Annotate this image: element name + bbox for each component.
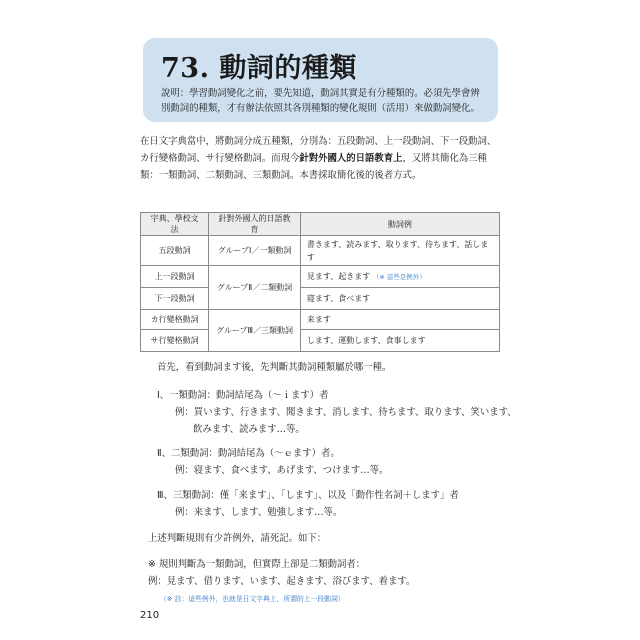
table-row — [141, 266, 500, 288]
intro-text-2: ，又將其簡化為三種類：一類動詞、二類動詞、三類動詞。本書採取簡化後的後者方式。 — [140, 153, 487, 181]
group-2-title: Ⅱ、二類動詞：動詞結尾為（～ｅます）者。 — [157, 448, 340, 459]
table-header: 動詞例 — [300, 213, 499, 236]
explanation-note: 說明：學習動詞變化之前，要先知道，動詞其實是有分種類的。必須先學會辨別動詞的種類，才有辦法依照其各別種類的變化規則（活用）來做動詞變化。 — [161, 88, 480, 114]
table-row — [141, 310, 500, 330]
exception-rule: ※ 規則判斷為一類動詞，但實際上卻是二類動詞者： — [148, 559, 366, 570]
table-cell: グループⅠ／一類動詞 — [209, 236, 301, 266]
table-cell: 下一段動詞 — [141, 288, 209, 310]
table-row — [141, 236, 500, 266]
table-cell: サ行變格動詞 — [141, 330, 209, 352]
group-3-example: 例：来ます、します、勉強します…等。 — [175, 507, 343, 518]
table-cell: 五段動詞 — [141, 236, 209, 266]
footnote: （※ 註：這些例外，也就是日文字典上，所謂的上一段動詞） — [160, 595, 345, 603]
table-header: 字典、學校文法 — [141, 213, 209, 236]
intro-paragraph — [140, 133, 502, 184]
verb-examples: 見ます、起きます — [306, 272, 371, 281]
table-row — [141, 288, 500, 310]
table-cell: します、運動します、食事します — [300, 330, 499, 352]
table-cell: カ行變格動詞 — [141, 310, 209, 330]
exception-intro: 上述判斷規則有少許例外，請死記。如下： — [148, 533, 327, 544]
exception-tag: （※ 這些是例外） — [372, 273, 426, 281]
table-cell: 上一段動詞 — [141, 266, 209, 288]
group-1-example: 例：買います、行きます、聞きます、消します、待ちます、取ります、笑います、 — [175, 407, 517, 418]
table-row — [141, 330, 500, 352]
verb-type-table — [140, 212, 500, 352]
table-cell: グループⅢ／三類動詞 — [209, 310, 301, 352]
table-cell: 来ます — [300, 310, 499, 330]
intro-bold: 針對外國人的日語教育上 — [299, 153, 403, 164]
intro-text-1: 在日文字典當中，將動詞分成五種類，分別為：五段動詞、上一段動詞、下一段動詞、カ行變格動詞、サ行變格動詞。而現今 — [140, 136, 497, 164]
paragraph: 首先，看到動詞ます後，先判斷其動詞種類屬於哪一種。 — [157, 362, 392, 373]
group-3-title: Ⅲ、三類動詞：僅「来ます」、「します」、以及「動作性名詞＋します」者 — [157, 490, 459, 501]
group-2-example: 例：寝ます、食べます、あげます、つけます…等。 — [175, 465, 389, 476]
exception-example: 例：見ます、借ります、います、起きます、浴びます、着ます。 — [148, 576, 416, 587]
table-cell: グループⅡ／二類動詞 — [209, 266, 301, 310]
table-cell: 寝ます、食べます — [300, 288, 499, 310]
page-number: 210 — [140, 610, 160, 621]
table-header-row — [141, 213, 500, 236]
group-1-title: Ⅰ、一類動詞：動詞結尾為（～ｉます）者 — [157, 390, 329, 401]
page-title: 73. 動詞的種類 — [161, 53, 357, 84]
table-header: 針對外國人的日語教育 — [209, 213, 301, 236]
table-cell: 書きます、読みます、取ります、待ちます、話します — [300, 236, 499, 266]
group-1-example-cont: 飲みます、読みます…等。 — [193, 424, 305, 435]
title-box — [143, 38, 498, 122]
table-cell — [300, 266, 499, 288]
